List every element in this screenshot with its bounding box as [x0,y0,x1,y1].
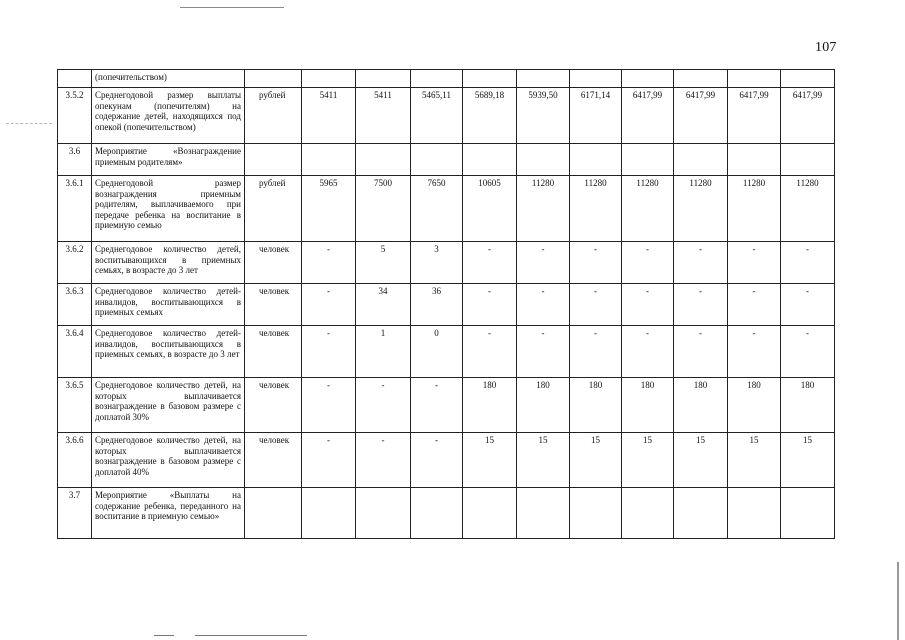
value-cell: 5 [356,242,411,284]
value-cell: 180 [622,378,674,433]
indicator-name-cell: Среднегодовой размер выплаты опекунам (попечителям) на содержание детей, находящихся под опекой (попечительством) [92,88,245,144]
value-cell: - [302,284,356,326]
row-number-cell: 3.6.5 [58,378,92,433]
value-cell [463,144,517,176]
value-cell: 15 [674,433,728,488]
unit-cell [245,144,302,176]
unit-cell: человек [245,378,302,433]
indicator-name-cell: Среднегодовое количество детей, на которых выплачивается вознаграждение в базовом размере с доплатой 40% [92,433,245,488]
indicators-table [57,69,835,539]
value-cell [728,488,781,539]
table-row [58,326,835,378]
value-cell [517,70,570,88]
value-cell [463,488,517,539]
page-number: 107 [815,40,837,55]
indicator-name-cell: Среднегодовое количество детей-инвалидов, воспитывающихся в приемных семьях [92,284,245,326]
value-cell: - [622,326,674,378]
value-cell [674,488,728,539]
value-cell: 15 [622,433,674,488]
value-cell: - [411,433,463,488]
value-cell: 6417,99 [781,88,835,144]
value-cell: - [674,284,728,326]
value-cell: 5965 [302,176,356,242]
row-number-cell: 3.6.1 [58,176,92,242]
value-cell: 11280 [622,176,674,242]
value-cell: 15 [781,433,835,488]
indicator-name-cell: Среднегодовое количество детей, воспитывающихся в приемных семьях, в возрасте до 3 лет [92,242,245,284]
value-cell: 1 [356,326,411,378]
value-cell [517,144,570,176]
value-cell [622,144,674,176]
value-cell: - [674,326,728,378]
value-cell: 15 [517,433,570,488]
value-cell: - [781,326,835,378]
value-cell: 15 [463,433,517,488]
value-cell [674,144,728,176]
value-cell: - [570,284,622,326]
bottom-rule [195,635,307,636]
value-cell: - [728,326,781,378]
value-cell [781,70,835,88]
value-cell [570,144,622,176]
value-cell: 180 [728,378,781,433]
value-cell: - [622,284,674,326]
row-number-cell: 3.6.6 [58,433,92,488]
row-number-cell: 3.6.3 [58,284,92,326]
value-cell [302,144,356,176]
unit-cell: человек [245,326,302,378]
page-edge-mark [897,562,899,640]
value-cell: 0 [411,326,463,378]
value-cell: - [356,378,411,433]
value-cell [781,144,835,176]
unit-cell: человек [245,242,302,284]
value-cell: 3 [411,242,463,284]
value-cell: 180 [781,378,835,433]
value-cell: - [570,242,622,284]
table-row [58,378,835,433]
value-cell: - [781,284,835,326]
value-cell: - [781,242,835,284]
value-cell [728,70,781,88]
value-cell: 5939,50 [517,88,570,144]
value-cell [570,488,622,539]
unit-cell [245,488,302,539]
value-cell: 11280 [781,176,835,242]
value-cell: - [517,326,570,378]
row-number-cell [58,70,92,88]
indicator-name-cell: Среднегодовое количество детей, на которых выплачивается вознаграждение в базовом размере с доплатой 30% [92,378,245,433]
value-cell [356,488,411,539]
value-cell: - [728,284,781,326]
value-cell: 6417,99 [674,88,728,144]
value-cell: 5465,11 [411,88,463,144]
value-cell: 6417,99 [622,88,674,144]
value-cell: 11280 [728,176,781,242]
value-cell: 5689,18 [463,88,517,144]
value-cell: 11280 [674,176,728,242]
value-cell: 5411 [302,88,356,144]
value-cell [411,144,463,176]
value-cell: - [728,242,781,284]
value-cell: 11280 [570,176,622,242]
indicator-name-cell: (попечительством) [92,70,245,88]
value-cell [674,70,728,88]
table-row [58,488,835,539]
table-row [58,144,835,176]
value-cell [570,70,622,88]
value-cell [411,70,463,88]
unit-cell: рублей [245,88,302,144]
value-cell [728,144,781,176]
value-cell [622,488,674,539]
value-cell: - [302,326,356,378]
value-cell: - [411,378,463,433]
value-cell: - [517,284,570,326]
table-row [58,242,835,284]
value-cell: - [570,326,622,378]
bottom-rule [154,635,174,636]
value-cell: 15 [570,433,622,488]
value-cell [302,488,356,539]
value-cell: 180 [674,378,728,433]
value-cell [463,70,517,88]
margin-mark [6,123,52,124]
table-row [58,433,835,488]
value-cell: - [302,378,356,433]
unit-cell: человек [245,433,302,488]
unit-cell: рублей [245,176,302,242]
row-number-cell: 3.5.2 [58,88,92,144]
table-row [58,70,835,88]
unit-cell: человек [245,284,302,326]
value-cell: 10605 [463,176,517,242]
indicator-name-cell: Среднегодовой размер вознаграждения приемным родителям, выплачиваемого при передаче ребенка на воспитание в приемную семью [92,176,245,242]
value-cell: - [463,284,517,326]
value-cell: 180 [517,378,570,433]
value-cell: - [463,242,517,284]
value-cell [356,70,411,88]
value-cell: 15 [728,433,781,488]
unit-cell [245,70,302,88]
row-number-cell: 3.6.2 [58,242,92,284]
value-cell [517,488,570,539]
value-cell: - [463,326,517,378]
value-cell: 180 [463,378,517,433]
value-cell [356,144,411,176]
top-rule [180,7,284,8]
value-cell: - [622,242,674,284]
value-cell: - [302,242,356,284]
value-cell [781,488,835,539]
indicator-name-cell: Среднегодовое количество детей-инвалидов, воспитывающихся в приемных семьях, в возрасте до 3 лет [92,326,245,378]
value-cell: 34 [356,284,411,326]
value-cell: - [356,433,411,488]
table-row [58,88,835,144]
row-number-cell: 3.6.4 [58,326,92,378]
value-cell: 6417,99 [728,88,781,144]
value-cell: - [517,242,570,284]
value-cell [622,70,674,88]
value-cell: - [674,242,728,284]
value-cell: 180 [570,378,622,433]
indicator-name-cell: Мероприятие «Выплаты на содержание ребенка, переданного на воспитание в приемную семью» [92,488,245,539]
value-cell [302,70,356,88]
table-row [58,176,835,242]
value-cell: - [302,433,356,488]
value-cell: 36 [411,284,463,326]
value-cell: 6171,14 [570,88,622,144]
value-cell: 11280 [517,176,570,242]
row-number-cell: 3.6 [58,144,92,176]
row-number-cell: 3.7 [58,488,92,539]
value-cell: 5411 [356,88,411,144]
value-cell [411,488,463,539]
table-row [58,284,835,326]
indicator-name-cell: Мероприятие «Вознаграждение приемным родителям» [92,144,245,176]
value-cell: 7650 [411,176,463,242]
value-cell: 7500 [356,176,411,242]
